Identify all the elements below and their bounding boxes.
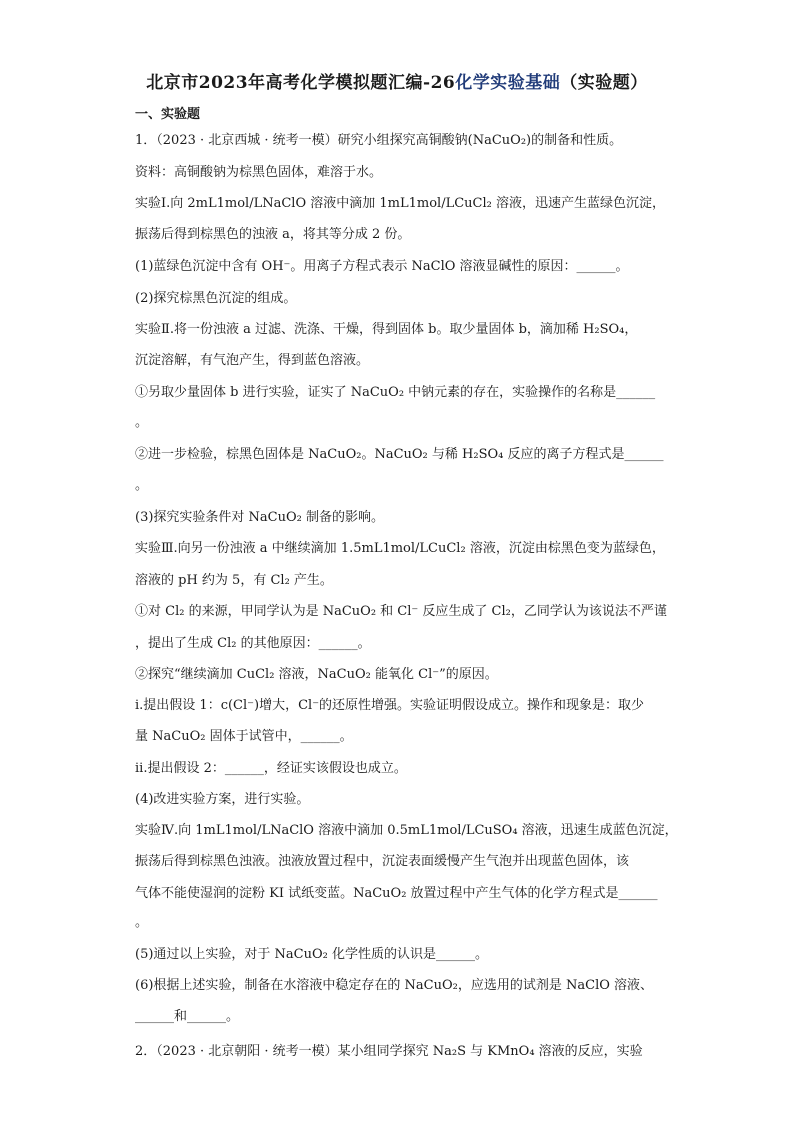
- text-line: 。: [135, 915, 149, 930]
- text-line: ______和______。: [135, 1009, 240, 1024]
- text-line: ，提出了生成 Cl₂ 的其他原因：______。: [135, 636, 371, 651]
- text-line: 1．（2023 · 北京西城 · 统考一模）研究小组探究高铜酸钠(NaCuO₂)的制备和性质。: [135, 133, 623, 148]
- text-line: i.提出假设 1：c(Cl⁻)增大，Cl⁻的还原性增强。实验证明假设成立。操作和现象是：取少: [135, 698, 645, 713]
- text-line: 。: [135, 415, 149, 430]
- text-line: ①对 Cl₂ 的来源，甲同学认为是 NaCuO₂ 和 Cl⁻ 反应生成了 Cl₂，乙同学认为该说法不严谨: [135, 604, 667, 619]
- text-line: 2．（2023 · 北京朝阳 · 统考一模）某小组同学探究 Na₂S 与 KMnO₄ 溶液的反应，实验: [135, 1044, 643, 1059]
- text-line: 实验Ⅱ.将一份浊液 a 过滤、洗涤、干燥，得到固体 b。取少量固体 b，滴加稀 H₂SO₄，: [135, 322, 638, 337]
- title-highlight: 化学实验基础: [455, 73, 561, 93]
- text-line: 。: [135, 478, 149, 493]
- text-line: (3)探究实验条件对 NaCuO₂ 制备的影响。: [135, 510, 384, 525]
- text-line: ②进一步检验，棕黑色固体是 NaCuO₂。NaCuO₂ 与稀 H₂SO₄ 反应的离子方程式是______: [135, 447, 664, 462]
- text-line: 实验Ⅲ.向另一份浊液 a 中继续滴加 1.5mL1mol/LCuCl₂ 溶液，沉淀由棕黑色变为蓝绿色，: [135, 541, 665, 556]
- section-heading: 一、实验题: [135, 107, 201, 122]
- text-line: (6)根据上述实验，制备在水溶液中稳定存在的 NaCuO₂，应选用的试剂是 NaClO 溶液、: [135, 978, 654, 993]
- text-line: 振荡后得到棕黑色浊液。浊液放置过程中，沉淀表面缓慢产生气泡并出现蓝色固体，该: [135, 854, 630, 869]
- title-main: 北京市2023年高考化学模拟题汇编-26: [146, 73, 456, 93]
- text-line: 振荡后得到棕黑色的浊液 a，将其等分成 2 份。: [135, 227, 411, 242]
- text-line: (4)改进实验方案，进行实验。: [135, 792, 310, 807]
- text-line: 气体不能使湿润的淀粉 KI 试纸变蓝。NaCuO₂ 放置过程中产生气体的化学方程式是______: [135, 886, 658, 901]
- text-line: 溶液的 pH 约为 5，有 Cl₂ 产生。: [135, 573, 333, 588]
- text-line: (2)探究棕黑色沉淀的组成。: [135, 291, 297, 306]
- text-line: 资料：高铜酸钠为棕黑色固体，难溶于水。: [135, 165, 383, 180]
- title-suffix: （实验题）: [560, 73, 648, 93]
- document-title: [0, 68, 794, 93]
- text-line: ①另取少量固体 b 进行实验，证实了 NaCuO₂ 中钠元素的存在，实验操作的名称是______: [135, 385, 656, 400]
- text-line: 实验Ⅳ.向 1mL1mol/LNaClO 溶液中滴加 0.5mL1mol/LCuSO₄ 溶液，迅速生成蓝色沉淀，: [135, 823, 678, 838]
- text-line: 量 NaCuO₂ 固体于试管中，______。: [135, 729, 353, 744]
- text-line: 实验Ⅰ.向 2mL1mol/LNaClO 溶液中滴加 1mL1mol/LCuCl₂ 溶液，迅速产生蓝绿色沉淀，: [135, 196, 665, 211]
- text-line: ②探究“继续滴加 CuCl₂ 溶液，NaCuO₂ 能氧化 Cl⁻”的原因。: [135, 667, 498, 682]
- text-line: (1)蓝绿色沉淀中含有 OH⁻。用离子方程式表示 NaClO 溶液显碱性的原因：______。: [135, 259, 629, 274]
- text-line: (5)通过以上实验，对于 NaCuO₂ 化学性质的认识是______。: [135, 947, 488, 962]
- text-line: 沉淀溶解，有气泡产生，得到蓝色溶液。: [135, 353, 370, 368]
- text-line: ii.提出假设 2：______，经证实该假设也成立。: [135, 761, 407, 776]
